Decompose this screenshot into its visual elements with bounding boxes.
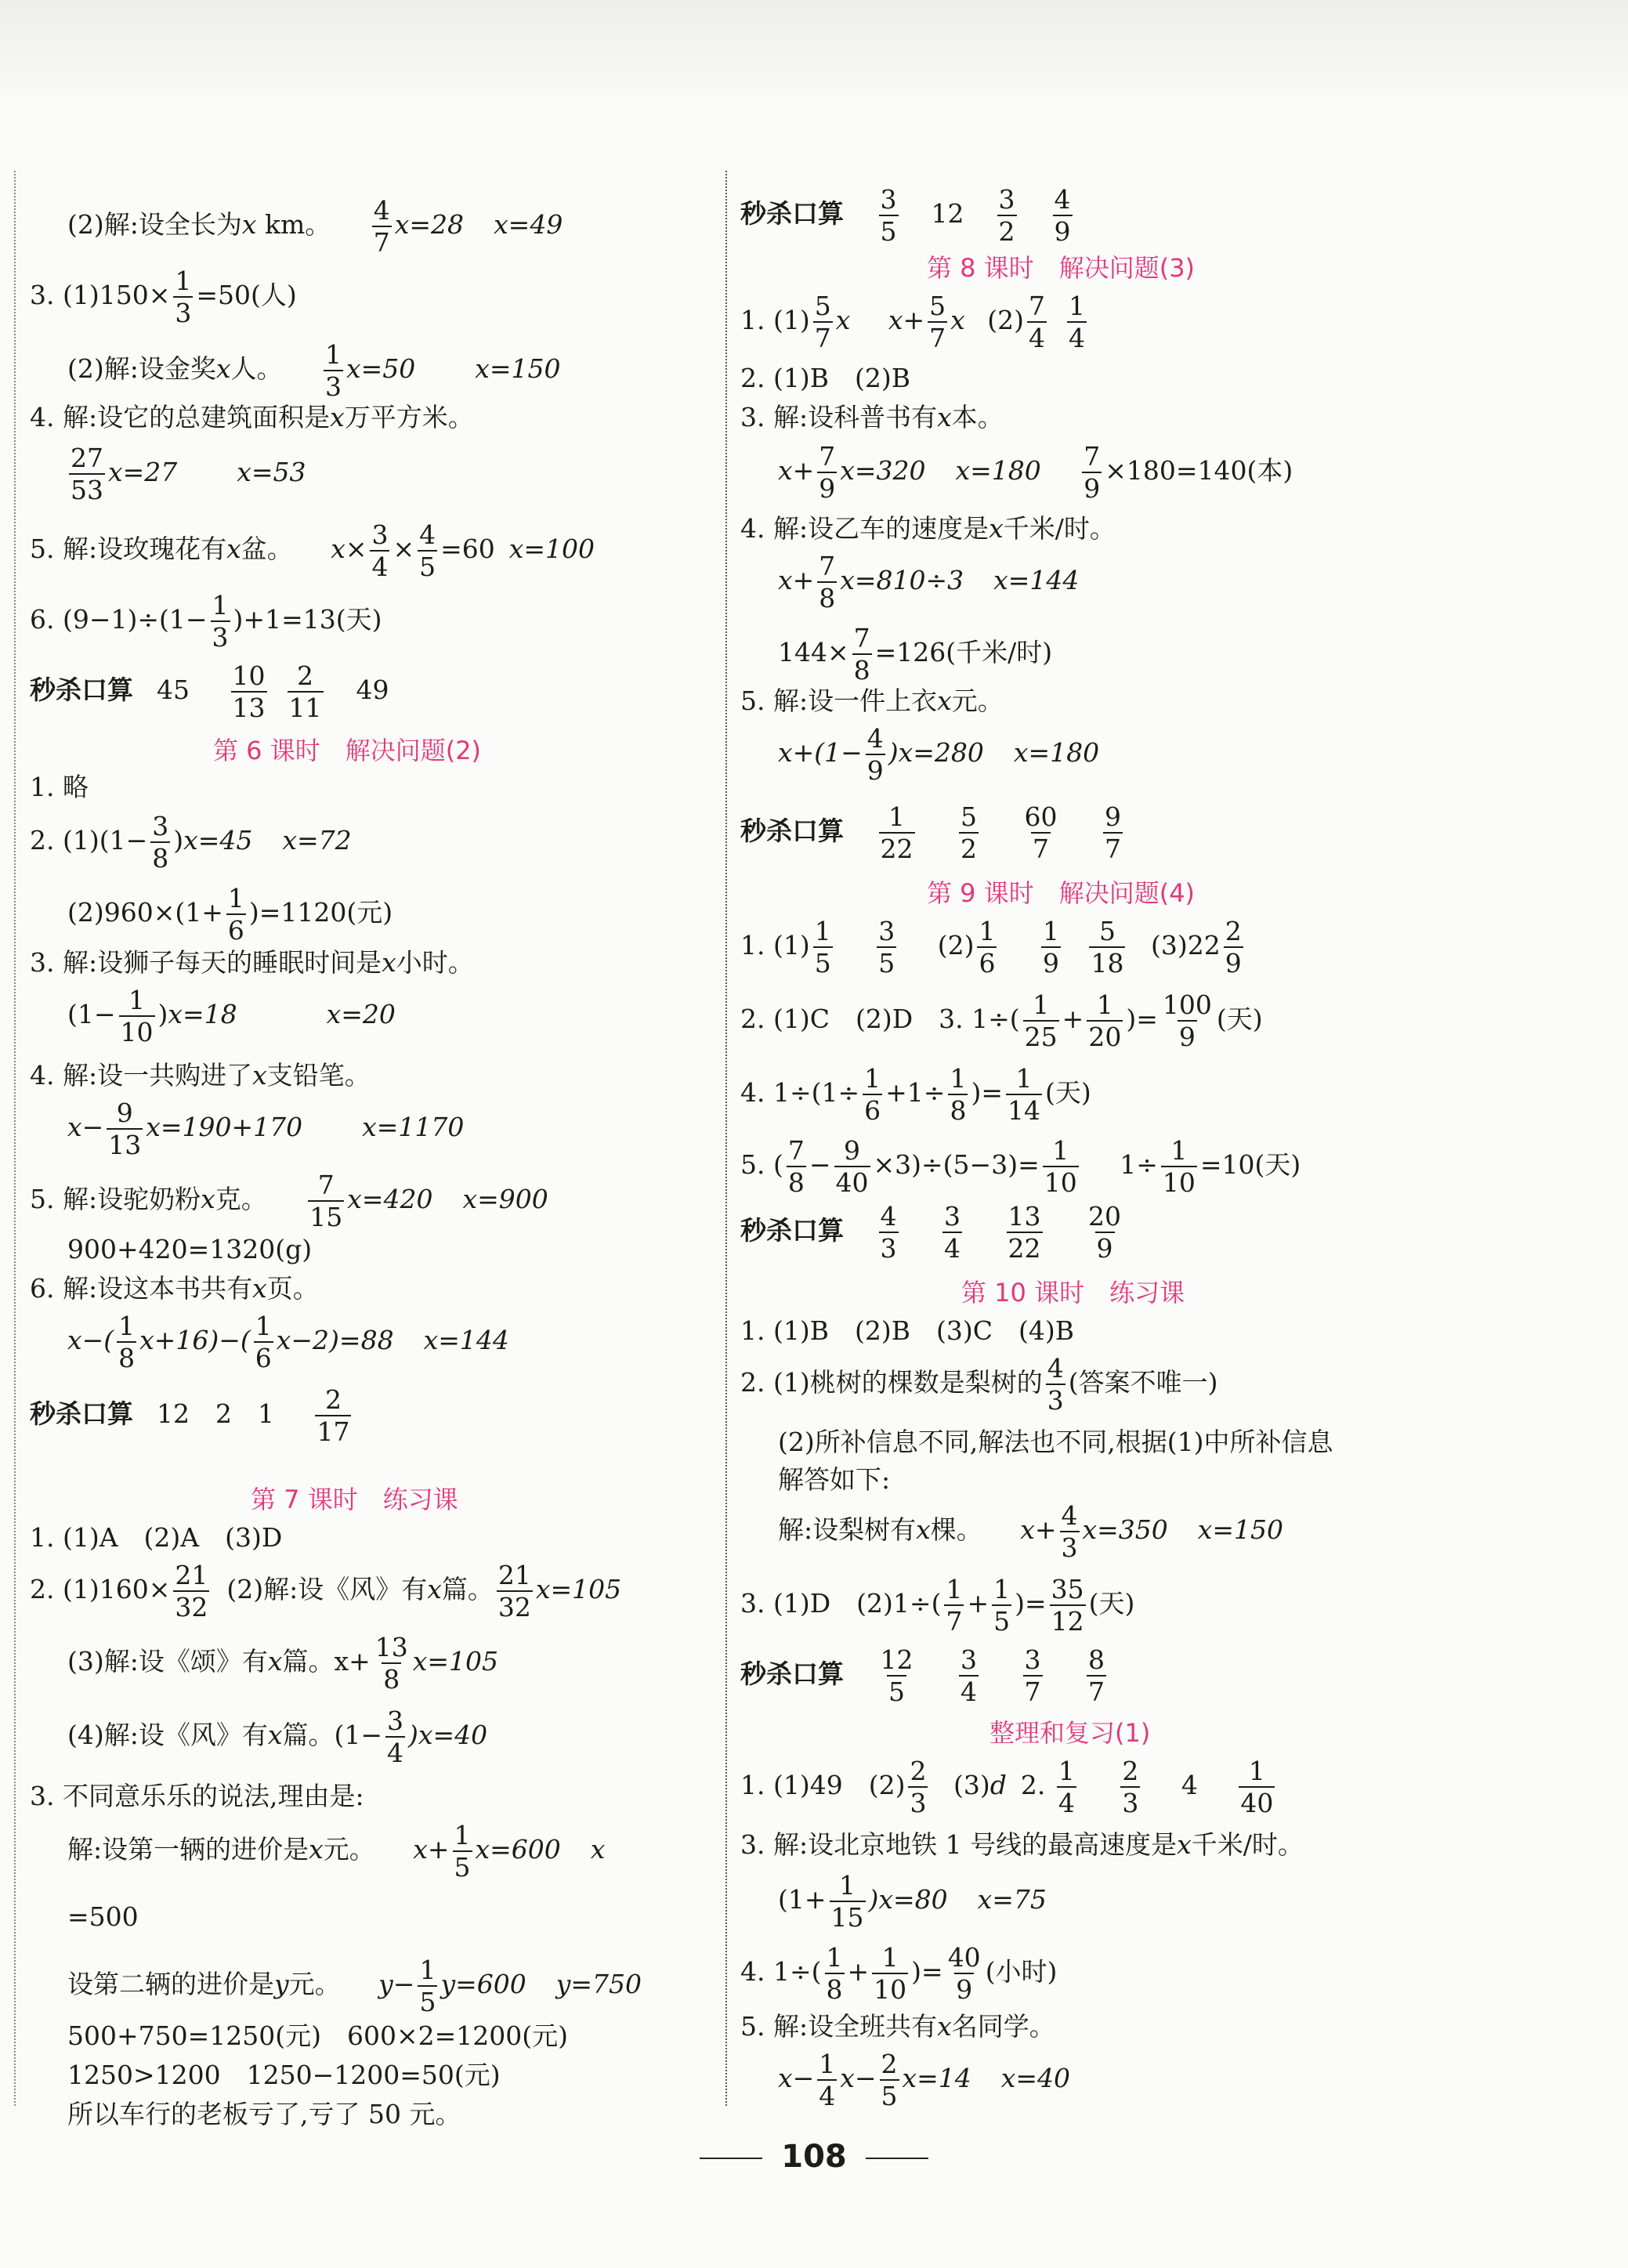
fraction: $\frac{4}{5}$ <box>419 519 436 582</box>
answer-line: 1. (1)B (2)B (3)C (4)B <box>740 1315 1074 1346</box>
answer-line: 1. (1)49 (2) $\frac{2}{3}$ (3)d 2. $\frac{1}{4}$ $\frac{2}{3}$ 4 $\frac{1}{40}$ <box>740 1756 1274 1818</box>
section-heading: 第 8 课时 解决问题(3) <box>927 253 1196 283</box>
fraction: $\frac{1}{25}$ <box>1024 989 1058 1052</box>
fraction: $\frac{1}{10}$ <box>120 985 154 1047</box>
answer-line: 6. 解:设这本书共有x页。 <box>30 1273 319 1304</box>
fraction: $\frac{1}{40}$ <box>1240 1756 1274 1818</box>
fraction: $\frac{9}{13}$ <box>108 1098 142 1160</box>
fraction: $\frac{1}{8}$ <box>950 1063 967 1126</box>
answer-line: 4. 解:设它的总建筑面积是x万平方米。 <box>30 402 474 432</box>
answer-line: 2. (1)C (2)D 3. 1÷( $\frac{1}{25}$ + $\frac{1}{20}$ )= $\frac{100}{9}$ (天) <box>740 989 1263 1052</box>
answer-line: x− $\frac{9}{13}$ x=190+170 x=1170 <box>67 1098 465 1160</box>
fraction: $\frac{4}{3}$ <box>1047 1353 1064 1416</box>
fraction: $\frac{3}{5}$ <box>880 184 897 247</box>
answer-line: 设第二辆的进价是y元。 y− $\frac{1}{5}$ y=600 y=750 <box>67 1955 642 2017</box>
fraction: $\frac{3}{2}$ <box>998 184 1015 247</box>
answer-line: =500 <box>67 1901 139 1932</box>
fraction: $\frac{60}{7}$ <box>1024 801 1058 864</box>
answer-line: 900+420=1320(g) <box>67 1234 313 1264</box>
answer-line: x−( $\frac{1}{8}$ x+16)−( $\frac{1}{6}$ x−2)=88 x=144 <box>67 1311 509 1373</box>
answer-line: 3. 解:设科普书有x本。 <box>740 402 1004 432</box>
answer-line: 4. 1÷(1÷ $\frac{1}{6}$ +1÷ $\frac{1}{8}$ )= $\frac{1}{14}$ (天) <box>740 1063 1091 1126</box>
answer-line: 1. (1) $\frac{5}{7}$ x x+ $\frac{5}{7}$ x (2) $\frac{7}{4}$ $\frac{1}{4}$ <box>740 291 1085 353</box>
fraction: $\frac{2}{3}$ <box>910 1756 927 1818</box>
fraction: $\frac{7}{8}$ <box>787 1135 805 1198</box>
answer-line: (4)解:设《风》有x篇。(1− $\frac{3}{4}$ )x=40 <box>67 1706 488 1768</box>
quick-calc-line: 秒杀口算 $\frac{3}{5}$ 12 $\frac{3}{2}$ $\frac{4}{9}$ <box>740 184 1071 247</box>
answer-line: 2. (1)(1− $\frac{3}{8}$ )x=45 x=72 <box>30 811 352 874</box>
fraction: $\frac{3}{4}$ <box>961 1644 977 1707</box>
fraction: $\frac{5}{2}$ <box>961 801 977 864</box>
answer-line: 1. (1) $\frac{1}{5}$ $\frac{3}{5}$ (2) $\frac{1}{6}$ $\frac{1}{9}$ $\frac{5}{18}$ (3)22 $\frac{2}{9}$ <box>740 916 1242 978</box>
answer-line: 500+750=1250(元) 600×2=1200(元) <box>67 2020 569 2051</box>
fraction: $\frac{1}{10}$ <box>874 1942 907 2005</box>
fraction: $\frac{27}{53}$ <box>71 443 103 505</box>
fraction: $\frac{7}{8}$ <box>819 551 836 613</box>
fraction: $\frac{21}{32}$ <box>175 1560 208 1622</box>
fraction: $\frac{1}{6}$ <box>979 916 996 978</box>
quick-calc-line: 秒杀口算 $\frac{12}{5}$ $\frac{3}{4}$ $\frac{3}{7}$ $\frac{8}{7}$ <box>740 1644 1105 1707</box>
answer-line: 3. 解:设北京地铁 1 号线的最高速度是x千米/时。 <box>740 1829 1304 1860</box>
fraction: $\frac{1}{5}$ <box>419 1955 436 2017</box>
answer-line: 3. 不同意乐乐的说法,理由是: <box>30 1781 364 1811</box>
fraction: $\frac{2}{3}$ <box>1122 1756 1139 1818</box>
fraction: $\frac{4}{3}$ <box>880 1201 897 1264</box>
answer-line: 2. (1)B (2)B <box>740 363 910 393</box>
fraction: $\frac{4}{7}$ <box>373 195 390 258</box>
fraction: $\frac{2}{5}$ <box>881 2049 898 2111</box>
answer-line: 5. 解:设全班共有x名同学。 <box>740 2011 1055 2042</box>
fraction: $\frac{1}{6}$ <box>255 1311 272 1373</box>
fraction: $\frac{13}{22}$ <box>1008 1201 1041 1264</box>
fraction: $\frac{9}{40}$ <box>835 1135 869 1198</box>
fraction: $\frac{5}{7}$ <box>929 291 946 353</box>
fraction: $\frac{1}{5}$ <box>454 1820 471 1883</box>
fraction: $\frac{20}{9}$ <box>1088 1201 1121 1264</box>
answer-line: 144× $\frac{7}{8}$ =126(千米/时) <box>778 623 1053 685</box>
answer-line: 1. (1)A (2)A (3)D <box>30 1522 283 1553</box>
section-heading: 第 6 课时 解决问题(2) <box>213 736 482 765</box>
answer-line: (2)960×(1+ $\frac{1}{6}$ )=1120(元) <box>67 883 393 946</box>
fraction: $\frac{7}{9}$ <box>1084 441 1101 504</box>
quick-calc-line: 秒杀口算 12 2 1 $\frac{2}{17}$ <box>30 1384 350 1447</box>
fraction: $\frac{21}{32}$ <box>497 1560 531 1622</box>
answer-line: 3. 解:设狮子每天的睡眠时间是x小时。 <box>30 947 474 978</box>
quick-calc-line: 秒杀口算 $\frac{1}{22}$ $\frac{5}{2}$ $\frac{60}{7}$ $\frac{9}{7}$ <box>740 801 1121 864</box>
quick-calc-line: 秒杀口算 45 $\frac{10}{13}$ $\frac{2}{11}$ 49 <box>30 660 389 723</box>
answer-line: $\frac{27}{53}$ x=27 x=53 <box>71 443 306 505</box>
fraction: $\frac{1}{10}$ <box>1044 1135 1077 1198</box>
fraction: $\frac{2}{11}$ <box>288 660 322 723</box>
fraction: $\frac{1}{9}$ <box>1042 916 1059 978</box>
answer-line: (2)解:设全长为x km。 $\frac{4}{7}$ x=28 x=49 <box>67 195 563 258</box>
fraction: $\frac{7}{15}$ <box>309 1170 343 1232</box>
fraction: $\frac{1}{6}$ <box>864 1063 881 1126</box>
fraction: $\frac{9}{7}$ <box>1105 801 1121 864</box>
section-heading: 第 9 课时 解决问题(4) <box>927 878 1196 908</box>
fraction: $\frac{3}{8}$ <box>152 811 169 874</box>
answer-line: 3. (1)150× $\frac{1}{3}$ =50(人) <box>30 266 297 328</box>
answer-line: 2. (1)桃树的棵数是梨树的 $\frac{4}{3}$ (答案不唯一) <box>740 1353 1218 1416</box>
fraction: $\frac{1}{8}$ <box>118 1311 136 1373</box>
section-heading: 第 10 课时 练习课 <box>961 1278 1185 1308</box>
answer-line: x+ $\frac{7}{9}$ x=320 x=180 $\frac{7}{9}$ ×180=140(本) <box>778 441 1293 504</box>
fraction: $\frac{7}{4}$ <box>1029 291 1045 353</box>
top-scan-band <box>0 0 1628 118</box>
answer-line: 5. 解:设驼奶粉x克。 $\frac{7}{15}$ x=420 x=900 <box>30 1170 548 1232</box>
fraction: $\frac{1}{5}$ <box>814 916 831 978</box>
answer-line: 解:设梨树有x棵。 x+ $\frac{4}{3}$ x=350 x=150 <box>778 1500 1284 1563</box>
answer-line: 5. ( $\frac{7}{8}$ − $\frac{9}{40}$ ×3)÷(5−3)= $\frac{1}{10}$ 1÷ $\frac{1}{10}$ =10(天) <box>740 1135 1301 1198</box>
fraction: $\frac{1}{3}$ <box>175 266 192 328</box>
fraction: $\frac{1}{20}$ <box>1088 989 1122 1052</box>
answer-line: 3. (1)D (2)1÷( $\frac{1}{7}$ + $\frac{1}{5}$ )= $\frac{35}{12}$ (天) <box>740 1574 1135 1637</box>
fraction: $\frac{1}{4}$ <box>1069 291 1085 353</box>
fraction: $\frac{12}{5}$ <box>880 1644 913 1707</box>
fraction: $\frac{1}{6}$ <box>227 883 244 946</box>
answer-line: 4. 1÷( $\frac{1}{8}$ + $\frac{1}{10}$ )= $\frac{40}{9}$ (小时) <box>740 1942 1058 2005</box>
answer-line: x− $\frac{1}{4}$ x− $\frac{2}{5}$ x=14 x=40 <box>778 2049 1071 2111</box>
answer-line: 解:设第一辆的进价是x元。 x+ $\frac{1}{5}$ x=600 x <box>67 1820 606 1883</box>
fraction: $\frac{5}{7}$ <box>814 291 831 353</box>
answer-line: 解答如下: <box>778 1464 891 1495</box>
fraction: $\frac{3}{5}$ <box>878 916 895 978</box>
fraction: $\frac{10}{13}$ <box>232 660 266 723</box>
fraction: $\frac{2}{17}$ <box>317 1384 350 1447</box>
fraction: $\frac{2}{9}$ <box>1225 916 1242 978</box>
answer-line: 所以车行的老板亏了,亏了 50 元。 <box>67 2099 461 2129</box>
fraction: $\frac{1}{7}$ <box>946 1574 963 1637</box>
column-divider <box>725 171 727 2106</box>
fraction: $\frac{1}{15}$ <box>830 1870 864 1933</box>
fraction: $\frac{1}{22}$ <box>880 801 913 864</box>
page-number-dash <box>866 2158 928 2159</box>
fraction: $\frac{1}{8}$ <box>826 1942 843 2005</box>
section-heading: 整理和复习(1) <box>989 1718 1151 1748</box>
page-number: 108 <box>0 2139 1628 2175</box>
fraction: $\frac{40}{9}$ <box>947 1942 981 2005</box>
answer-line: x+(1− $\frac{4}{9}$ )x=280 x=180 <box>778 723 1100 786</box>
fraction: $\frac{3}{4}$ <box>371 519 389 582</box>
fraction: $\frac{3}{4}$ <box>387 1706 404 1768</box>
page-number-dash <box>700 2158 762 2159</box>
fraction: $\frac{4}{9}$ <box>1054 184 1071 247</box>
fraction: $\frac{1}{14}$ <box>1007 1063 1040 1126</box>
answer-line: 6. (9−1)÷(1− $\frac{1}{3}$ )+1=13(天) <box>30 590 382 653</box>
fraction: $\frac{13}{8}$ <box>374 1632 408 1695</box>
answer-line: x+ $\frac{7}{8}$ x=810÷3 x=144 <box>778 551 1080 613</box>
answer-line: (1− $\frac{1}{10}$ )x=18 x=20 <box>67 985 396 1047</box>
fraction: $\frac{1}{4}$ <box>819 2049 836 2111</box>
left-edge-rule <box>14 171 16 2106</box>
quick-calc-line: 秒杀口算 $\frac{4}{3}$ $\frac{3}{4}$ $\frac{13}{22}$ $\frac{20}{9}$ <box>740 1201 1121 1264</box>
fraction: $\frac{1}{10}$ <box>1162 1135 1196 1198</box>
fraction: $\frac{8}{7}$ <box>1088 1644 1105 1707</box>
fraction: $\frac{1}{3}$ <box>212 590 229 653</box>
section-heading: 第 7 课时 练习课 <box>251 1485 458 1514</box>
fraction: $\frac{35}{12}$ <box>1051 1574 1084 1637</box>
fraction: $\frac{1}{4}$ <box>1058 1756 1075 1818</box>
fraction: $\frac{4}{9}$ <box>866 723 884 786</box>
answer-line: 4. 解:设乙车的速度是x千米/时。 <box>740 513 1116 544</box>
answer-line: 1. 略 <box>30 772 89 802</box>
answer-line: (3)解:设《颂》有x篇。x+ $\frac{13}{8}$ x=105 <box>67 1632 499 1695</box>
answer-line: (1+ $\frac{1}{15}$ )x=80 x=75 <box>778 1870 1047 1933</box>
answer-line: 2. (1)160× $\frac{21}{32}$ (2)解:设《风》有x篇。 $\frac{21}{32}$ x=105 <box>30 1560 622 1622</box>
answer-line: (2)解:设金奖x人。 $\frac{1}{3}$ x=50 x=150 <box>67 339 561 402</box>
answer-line: 4. 解:设一共购进了x支铅笔。 <box>30 1060 371 1091</box>
answer-line: 5. 解:设一件上衣x元。 <box>740 685 1004 716</box>
fraction: $\frac{3}{4}$ <box>944 1201 961 1264</box>
fraction: $\frac{1}{5}$ <box>993 1574 1011 1637</box>
answer-line: 1250>1200 1250−1200=50(元) <box>67 2060 501 2090</box>
fraction: $\frac{100}{9}$ <box>1162 989 1212 1052</box>
fraction: $\frac{5}{18}$ <box>1091 916 1124 978</box>
answer-line: 5. 解:设玫瑰花有x盆。 x× $\frac{3}{4}$ × $\frac{4}{5}$ =60 x=100 <box>30 519 595 582</box>
fraction: $\frac{3}{7}$ <box>1024 1644 1041 1707</box>
answer-line: (2)所补信息不同,解法也不同,根据(1)中所补信息 <box>778 1427 1333 1457</box>
fraction: $\frac{7}{8}$ <box>853 623 870 685</box>
fraction: $\frac{1}{3}$ <box>325 339 342 402</box>
fraction: $\frac{7}{9}$ <box>819 441 836 504</box>
fraction: $\frac{4}{3}$ <box>1061 1500 1078 1563</box>
